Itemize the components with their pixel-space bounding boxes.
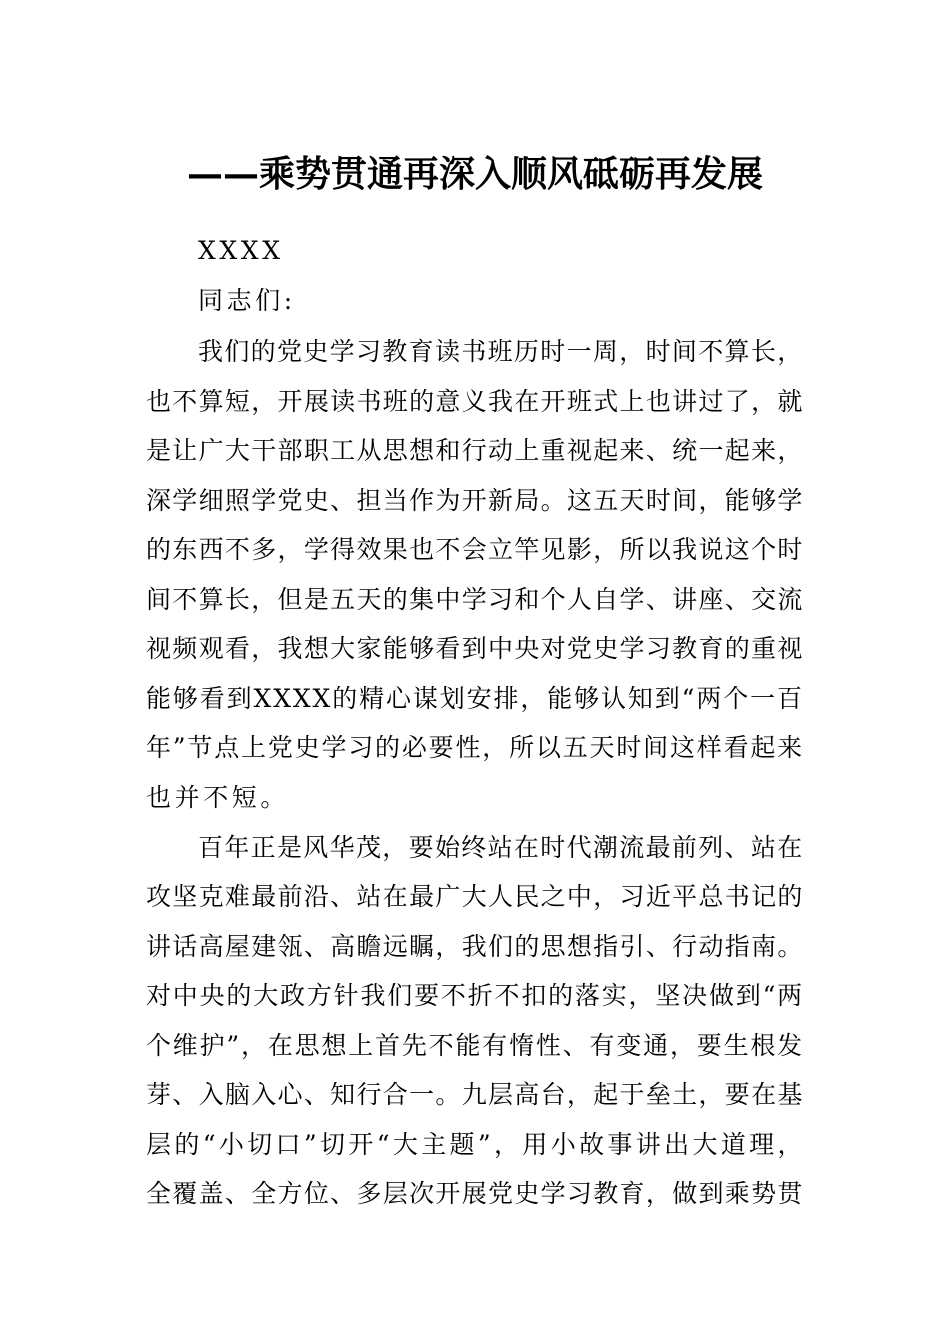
paragraph-2-line: 攻坚克难最前沿、站在最广大人民之中，习近平总书记的: [146, 882, 804, 911]
paragraph-1-line: 深学细照学党史、担当作为开新局。这五天时间，能够学: [146, 486, 804, 515]
paragraph-1-line: 间不算长，但是五天的集中学习和个人自学、讲座、交流: [146, 585, 804, 614]
paragraph-1-line: 年”节点上党史学习的必要性，所以五天时间这样看起来: [146, 733, 804, 762]
paragraph-1-line: 我们的党史学习教育读书班历时一周，时间不算长，: [198, 337, 804, 366]
paragraph-2-line: 层的“小切口”切开“大主题”，用小故事讲出大道理，: [146, 1130, 806, 1159]
paragraph-2-line: 全覆盖、全方位、多层次开展党史学习教育，做到乘势贯: [146, 1179, 804, 1208]
paragraph-1-line: 也并不短。: [146, 783, 290, 812]
paragraph-1-line: 能够看到XXXX的精心谋划安排，能够认知到“两个一百: [146, 684, 804, 713]
paragraph-2-line: 百年正是风华茂，要始终站在时代潮流最前列、站在: [198, 833, 804, 862]
paragraph-1-line: 也不算短，开展读书班的意义我在开班式上也讲过了，就: [146, 387, 804, 416]
paragraph-1-line: 视频观看，我想大家能够看到中央对党史学习教育的重视: [146, 634, 804, 663]
salutation: 同志们:: [198, 286, 296, 315]
paragraph-2-line: 个维护”，在思想上首先不能有惰性、有变通，要生根发: [146, 1031, 804, 1060]
paragraph-2-line: 对中央的大政方针我们要不折不扣的落实，坚决做到“两: [146, 981, 804, 1010]
paragraph-1-line: 的东西不多，学得效果也不会立竿见影，所以我说这个时: [146, 535, 804, 564]
document-title: ——乘势贯通再深入顺风砥砺再发展: [186, 153, 763, 195]
paragraph-2-line: 讲话高屋建瓴、高瞻远瞩，我们的思想指引、行动指南。: [146, 932, 804, 961]
paragraph-1-line: 是让广大干部职工从思想和行动上重视起来、统一起来，: [146, 436, 804, 465]
paragraph-2-line: 芽、入脑入心、知行合一。九层高台，起于垒土，要在基: [146, 1080, 804, 1109]
author-line: XXXX: [198, 236, 284, 265]
